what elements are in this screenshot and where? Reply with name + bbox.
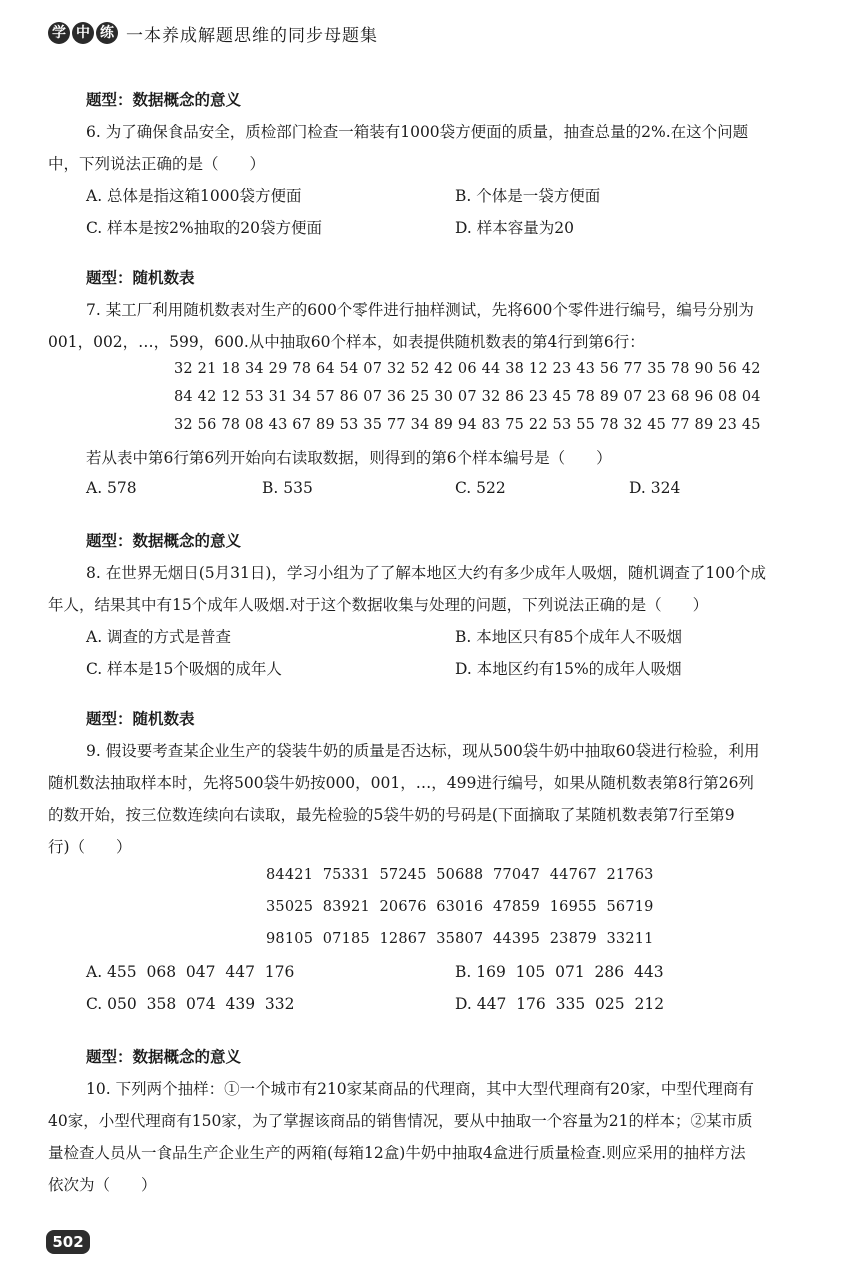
question-6-stem: 6. 为了确保食品安全，质检部门检查一箱装有1000袋方便面的质量，抽查总量的2%.在这个问题: [86, 123, 749, 141]
question-7-stem: 7. 某工厂利用随机数表对生产的600个零件进行抽样测试，先将600个零件进行编号，编号分别为: [86, 301, 754, 319]
q8-option-b: B. 本地区只有85个成年人不吸烟: [455, 628, 682, 646]
logo-char: 练: [96, 22, 118, 44]
question-8-stem: 8. 在世界无烟日(5月31日)，学习小组为了了解本地区大约有多少成年人吸烟，随机调查了100个成: [86, 564, 766, 582]
q7-option-b: B. 535: [262, 479, 313, 497]
q9-option-b: B. 169 105 071 286 443: [455, 963, 664, 981]
question-type-tag: 题型：随机数表: [86, 269, 195, 287]
q8-option-c: C. 样本是15个吸烟的成年人: [86, 660, 282, 678]
question-type-tag: 题型：数据概念的意义: [86, 91, 242, 109]
q9-option-c: C. 050 358 074 439 332: [86, 995, 295, 1013]
q7-option-d: D. 324: [629, 479, 681, 497]
question-6-stem-cont: 中，下列说法正确的是（ ）: [48, 155, 266, 173]
q9-option-a: A. 455 068 047 447 176: [86, 963, 295, 981]
question-8-stem-cont: 年人，结果其中有15个成年人吸烟.对于这个数据收集与处理的问题，下列说法正确的是（ ）: [48, 596, 709, 614]
random-table-row: 32 56 78 08 43 67 89 53 35 77 34 89 94 83 75 22 53 55 78 32 45 77 89 23 45: [174, 417, 761, 433]
question-type-tag: 题型：数据概念的意义: [86, 1048, 242, 1066]
random-table-row: 84421 75331 57245 50688 77047 44767 21763: [266, 867, 654, 883]
random-table-row: 32 21 18 34 29 78 64 54 07 32 52 42 06 44 38 12 23 43 56 77 35 78 90 56 42: [174, 361, 761, 377]
question-10-stem-cont: 量检查人员从一食品生产企业生产的两箱(每箱12盒)牛奶中抽取4盒进行质量检查.则应采用的抽样方法: [48, 1144, 746, 1162]
q8-option-a: A. 调查的方式是普查: [86, 628, 232, 646]
question-7-instruction: 若从表中第6行第6列开始向右读取数据，则得到的第6个样本编号是（ ）: [86, 449, 612, 467]
question-7-stem-cont: 001，002，…，599，600.从中抽取60个样本，如表提供随机数表的第4行到第6行：: [48, 333, 645, 351]
question-9-stem-cont: 的数开始，按三位数连续向右读取，最先检验的5袋牛奶的号码是(下面摘取了某随机数表第7行至第9: [48, 806, 735, 824]
q7-option-a: A. 578: [86, 479, 137, 497]
random-table-row: 98105 07185 12867 35807 44395 23879 33211: [266, 931, 654, 947]
q7-option-c: C. 522: [455, 479, 506, 497]
book-title: 一本养成解题思维的同步母题集: [126, 25, 378, 46]
question-type-tag: 题型：数据概念的意义: [86, 532, 242, 550]
q6-option-d: D. 样本容量为20: [455, 219, 574, 237]
brand-logo: [48, 22, 118, 44]
q6-option-c: C. 样本是按2%抽取的20袋方便面: [86, 219, 322, 237]
q6-option-b: B. 个体是一袋方便面: [455, 187, 601, 205]
question-10-stem: 10. 下列两个抽样：①一个城市有210家某商品的代理商，其中大型代理商有20家，中型代理商有: [86, 1080, 754, 1098]
logo-char: 中: [72, 22, 94, 44]
question-9-stem-cont: 随机数法抽取样本时，先将500袋牛奶按000，001，…，499进行编号，如果从随机数表第8行第26列: [48, 774, 754, 792]
question-10-stem-cont: 40家，小型代理商有150家，为了掌握该商品的销售情况，要从中抽取一个容量为21的样本；②某市质: [48, 1112, 753, 1130]
q6-option-a: A. 总体是指这箱1000袋方便面: [86, 187, 302, 205]
page-header: [48, 18, 378, 48]
q9-option-d: D. 447 176 335 025 212: [455, 995, 665, 1013]
question-type-tag: 题型：随机数表: [86, 710, 195, 728]
page-number: 502: [46, 1230, 90, 1254]
q8-option-d: D. 本地区约有15%的成年人吸烟: [455, 660, 682, 678]
question-10-stem-cont: 依次为（ ）: [48, 1176, 157, 1194]
question-9-stem-cont: 行)（ ）: [48, 838, 132, 856]
question-9-stem: 9. 假设要考查某企业生产的袋装牛奶的质量是否达标，现从500袋牛奶中抽取60袋进行检验，利用: [86, 742, 760, 760]
random-table-row: 84 42 12 53 31 34 57 86 07 36 25 30 07 32 86 23 45 78 89 07 23 68 96 08 04: [174, 389, 761, 405]
random-table-row: 35025 83921 20676 63016 47859 16955 56719: [266, 899, 654, 915]
logo-char: 学: [48, 22, 70, 44]
